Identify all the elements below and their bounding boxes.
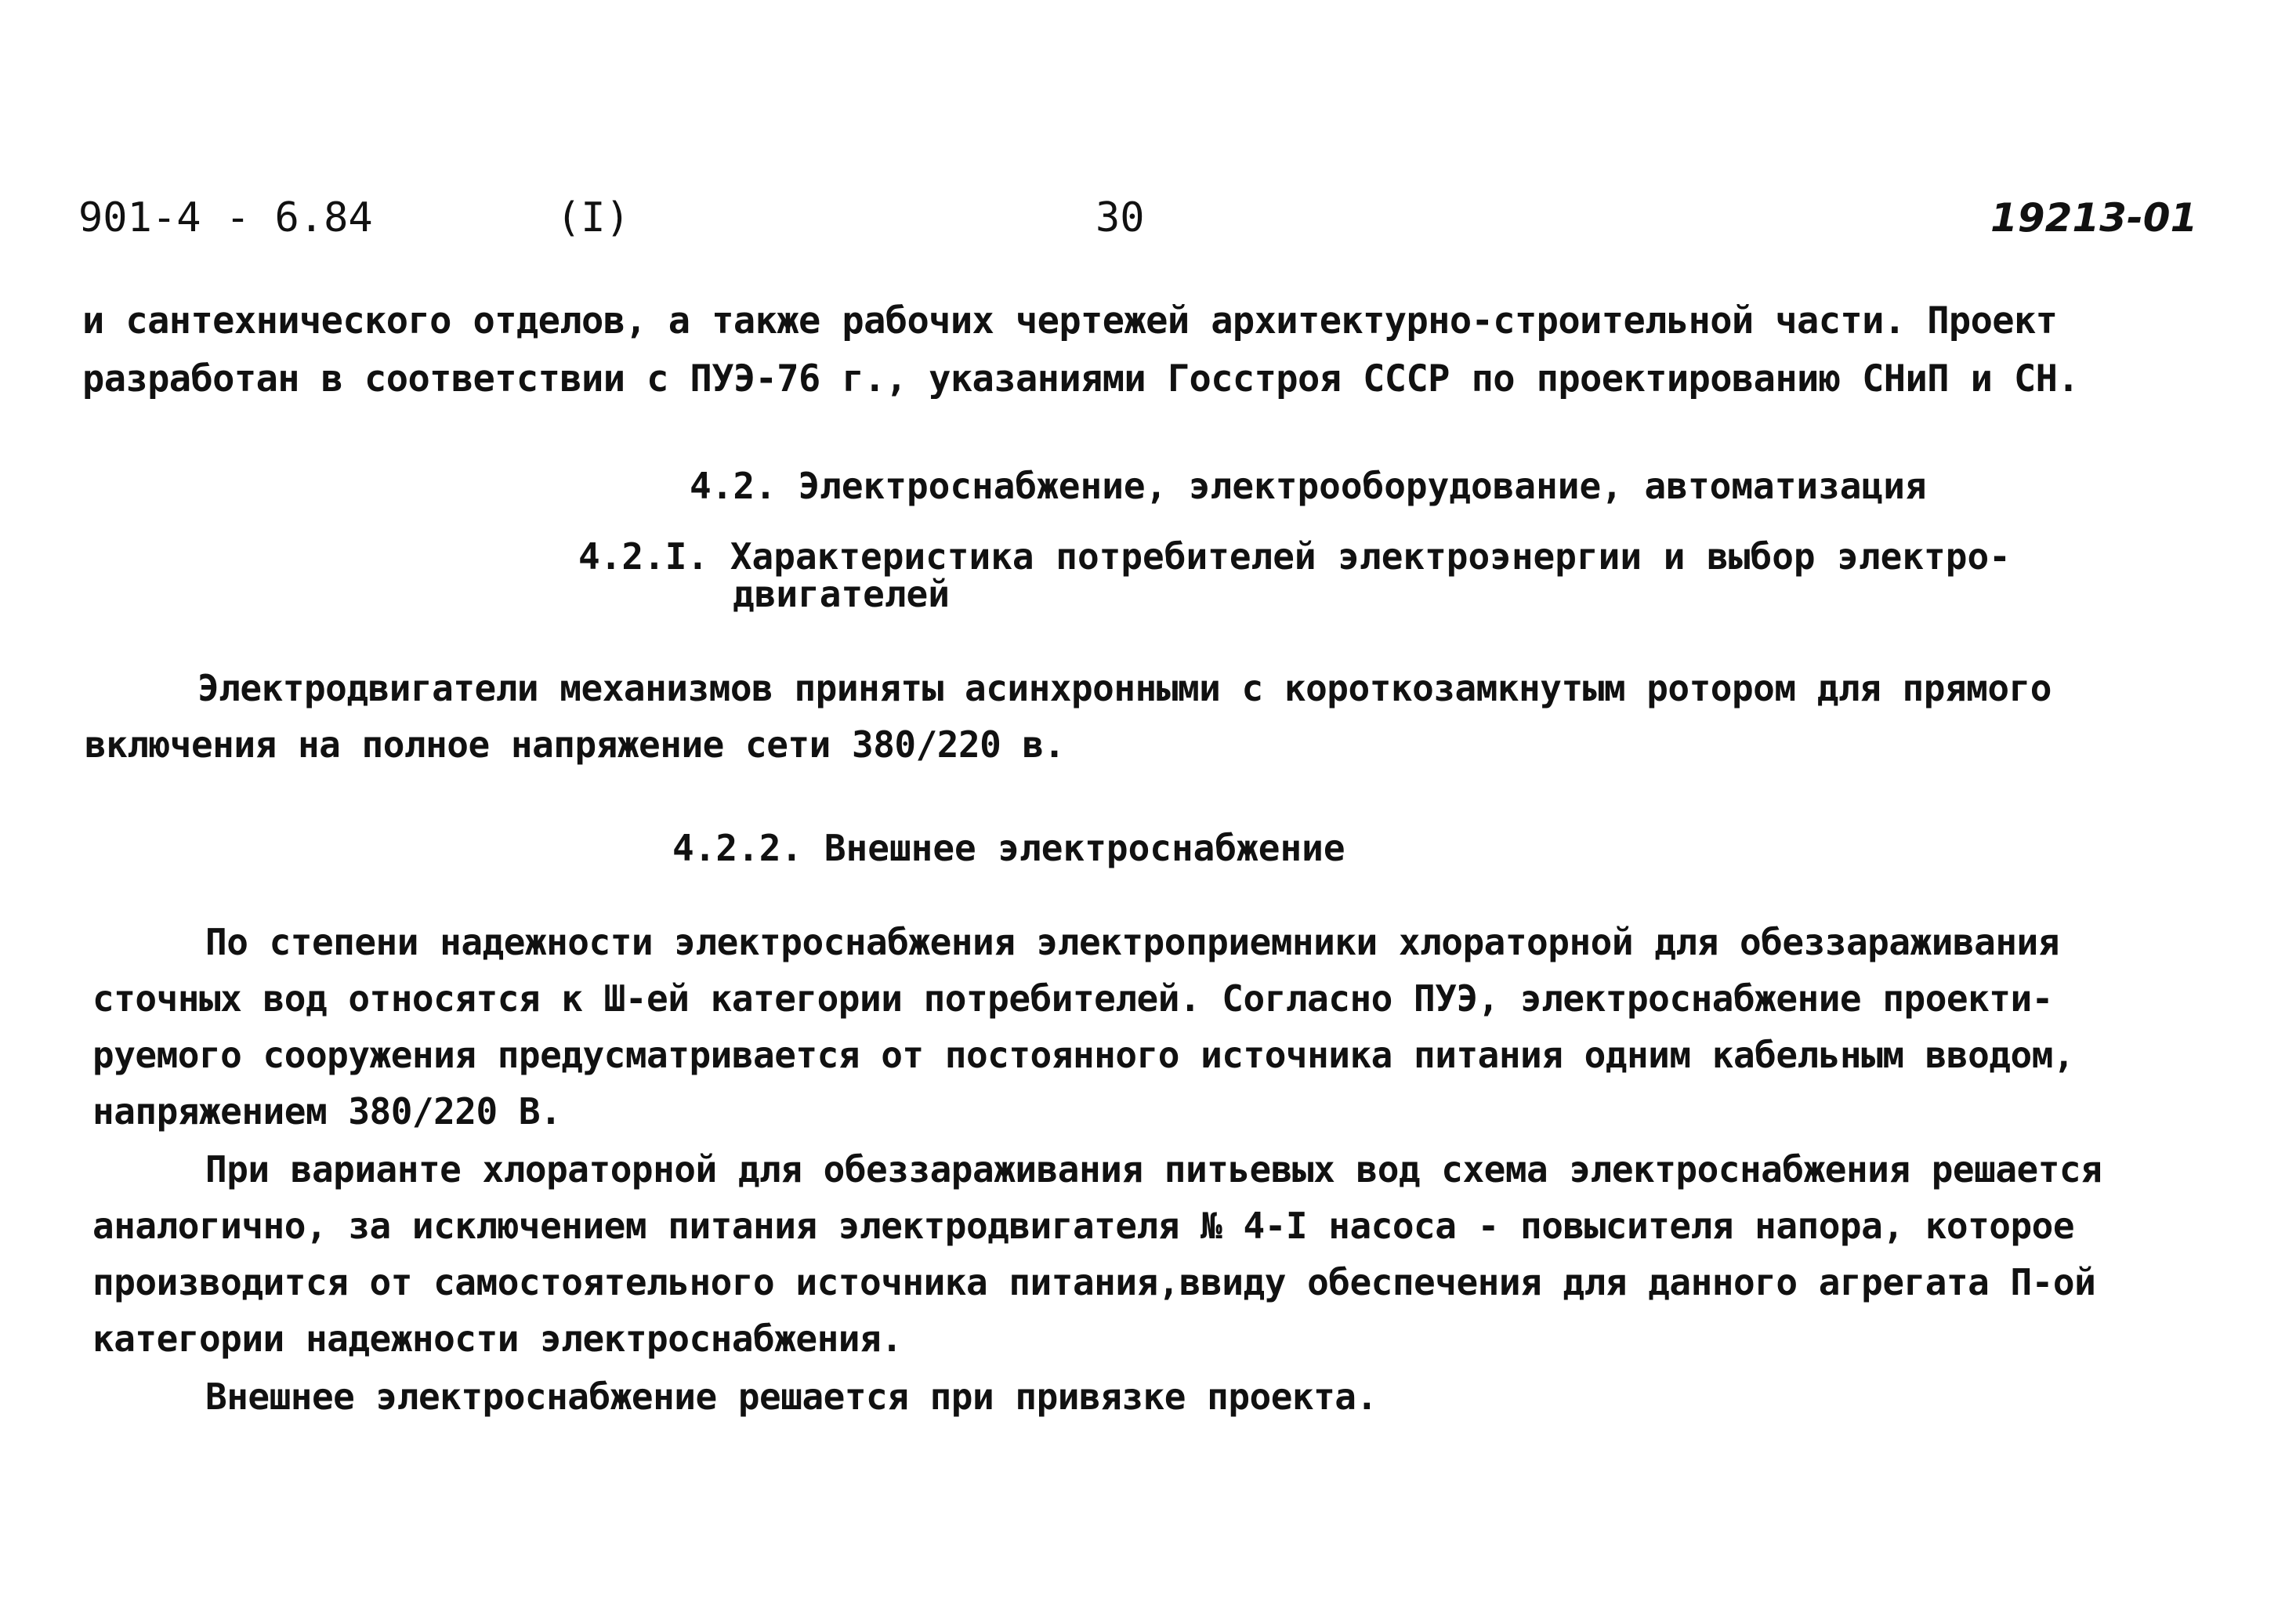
section-4-2-heading: 4.2. Электроснабжение, электрооборудование, автоматизация [690,465,1927,507]
s421-line-1: Электродвигатели механизмов приняты асинхронными с короткозамкнутым ротором для прямого [197,667,2052,709]
s422-p1-line-3: руемого сооружения предусматривается от постоянного источника питания одним кабельным вводом, [92,1034,2075,1076]
s422-p2-line-3: производится от самостоятельного источника питания,ввиду обеспечения для данного агрегата П-ой [92,1261,2096,1303]
section-4-2-1-heading-line-1: 4.2.I. Характеристика потребителей электроэнергии и выбор электро- [578,535,2011,578]
s422-p2-line-2: аналогично, за исключением питания электродвигателя № 4-I насоса - повысителя напора, которое [92,1205,2075,1247]
s422-p3-line-1: Внешнее электроснабжение решается при привязке проекта. [205,1375,1378,1418]
section-4-2-2-heading: 4.2.2. Внешнее электроснабжение [672,827,1345,869]
handwritten-stamp: 19213-01 [1990,195,2198,241]
s422-p2-line-1: При варианте хлораторной для обеззараживания питьевых вод схема электроснабжения решается [205,1148,2102,1191]
s422-p1-line-1: По степени надежности электроснабжения электроприемники хлораторной для обеззараживания [205,921,2059,963]
s422-p1-line-2: сточных вод относятся к Ш-ей категории потребителей. Согласно ПУЭ, электроснабжение проекти- [92,977,2053,1020]
doc-code: 901-4 - 6.84 [78,194,373,241]
s421-line-2: включения на полное напряжение сети 380/220 в. [85,723,1065,766]
section-4-2-1-heading-line-2: двигателей [733,573,950,615]
page-number: 30 [1095,194,1145,241]
intro-line-2: разработан в соответствии с ПУЭ-76 г., указаниями Госстроя СССР по проектированию СНиП и СН. [82,357,2080,400]
s422-p1-line-4: напряжением 380/220 В. [92,1090,562,1133]
s422-p2-line-4: категории надежности электроснабжения. [92,1317,903,1360]
intro-line-1: и сантехнического отделов, а также рабочих чертежей архитектурно-строительной части. Проект [82,299,2058,343]
sheet-number: (I) [556,194,630,241]
